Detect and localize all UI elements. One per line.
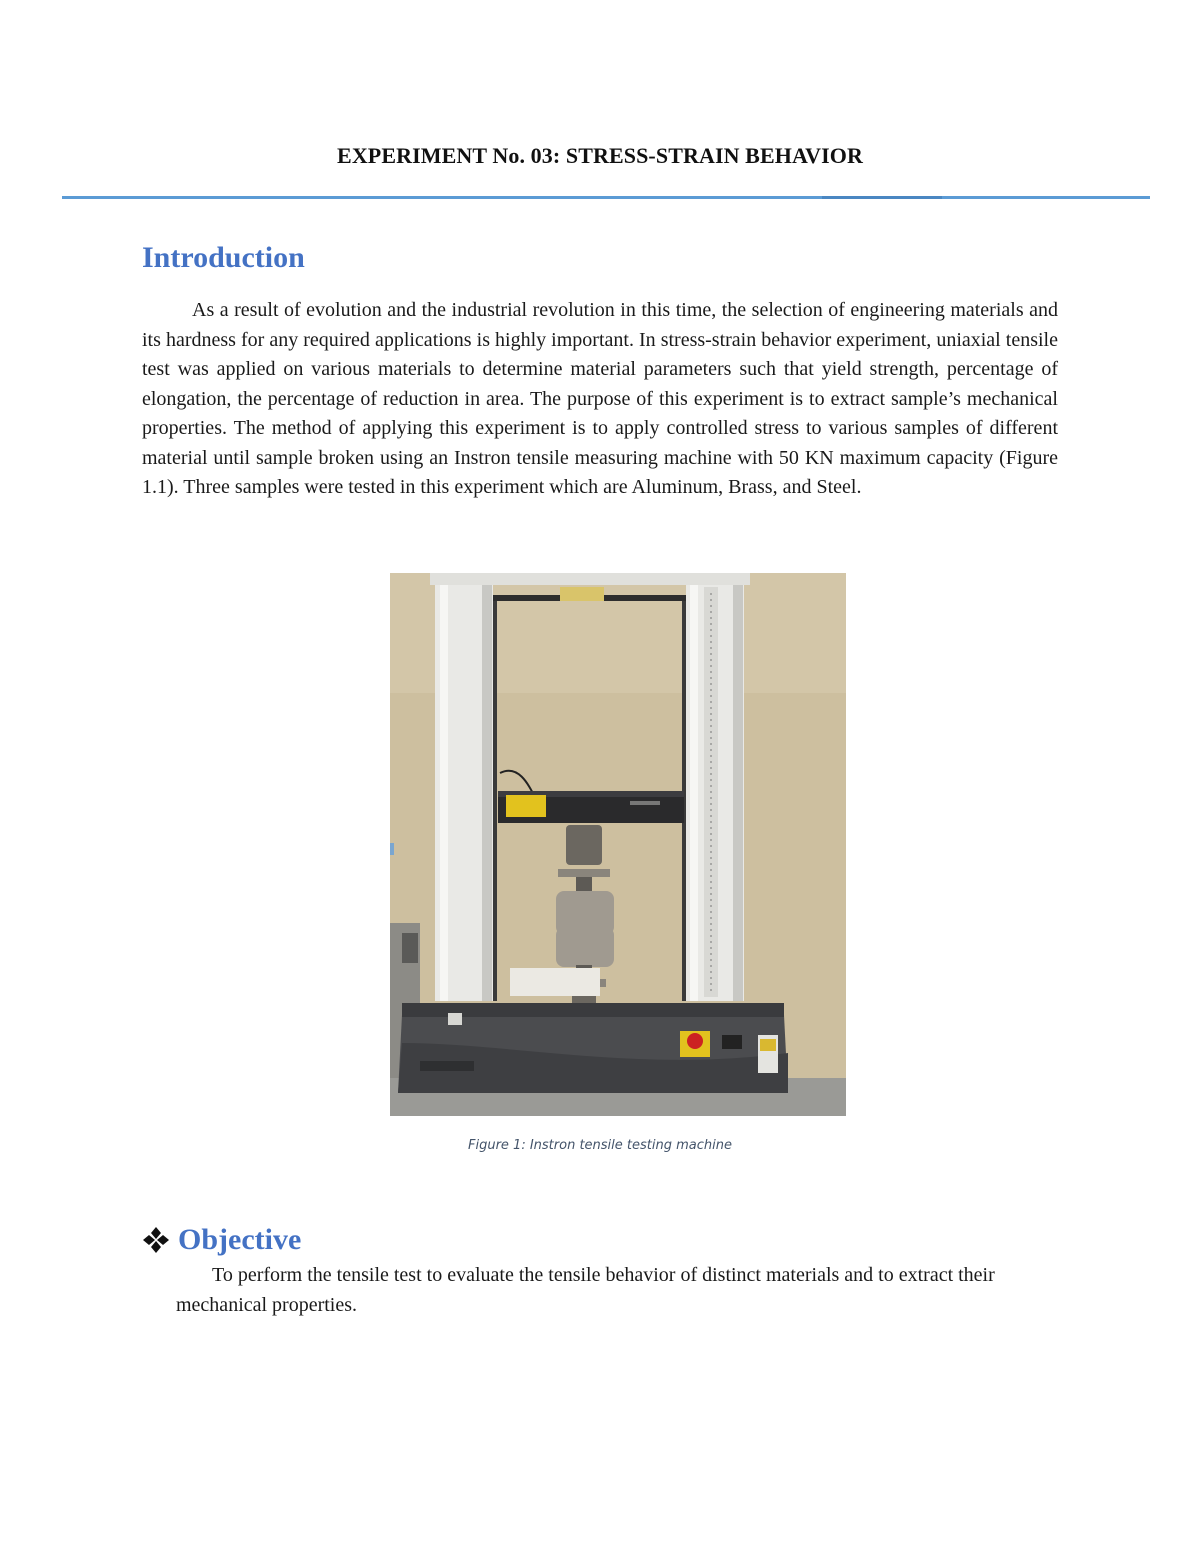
page-title: EXPERIMENT No. 03: STRESS-STRAIN BEHAVIOR [337,143,863,168]
introduction-paragraph: As a result of evolution and the industrial revolution in this time, the selection of engineering materials and its hardness for any required applications is highly important. In stress-strain behavior experiment, uniaxial tensile test was applied on various materials to determine material parameters such that yield strength, percentage of elongation, the percentage of reduction in area. The purpose of this experiment is to extract sample’s mechanical properties. The method of applying this experiment is to apply controlled stress to various samples of different material until sample broken using an Instron tensile measuring machine with 50 KN maximum capacity (Figure 1.1). Three samples were tested in this experiment which are Aluminum, Brass, and Steel. [142,299,1058,498]
objective-heading [142,1223,301,1257]
figure-caption: Figure 1: Instron tensile testing machine [468,1138,732,1153]
objective-paragraph: To perform the tensile test to evaluate the tensile behavior of distinct materials and to extract their mechanical properties. [176,1264,995,1316]
figure-instron-machine-photo [390,573,846,1116]
introduction-heading: Introduction [142,241,305,274]
objective-heading-label: Objective [178,1223,302,1256]
four-diamond-bullet-icon [142,1226,170,1254]
title-divider [62,196,1150,199]
